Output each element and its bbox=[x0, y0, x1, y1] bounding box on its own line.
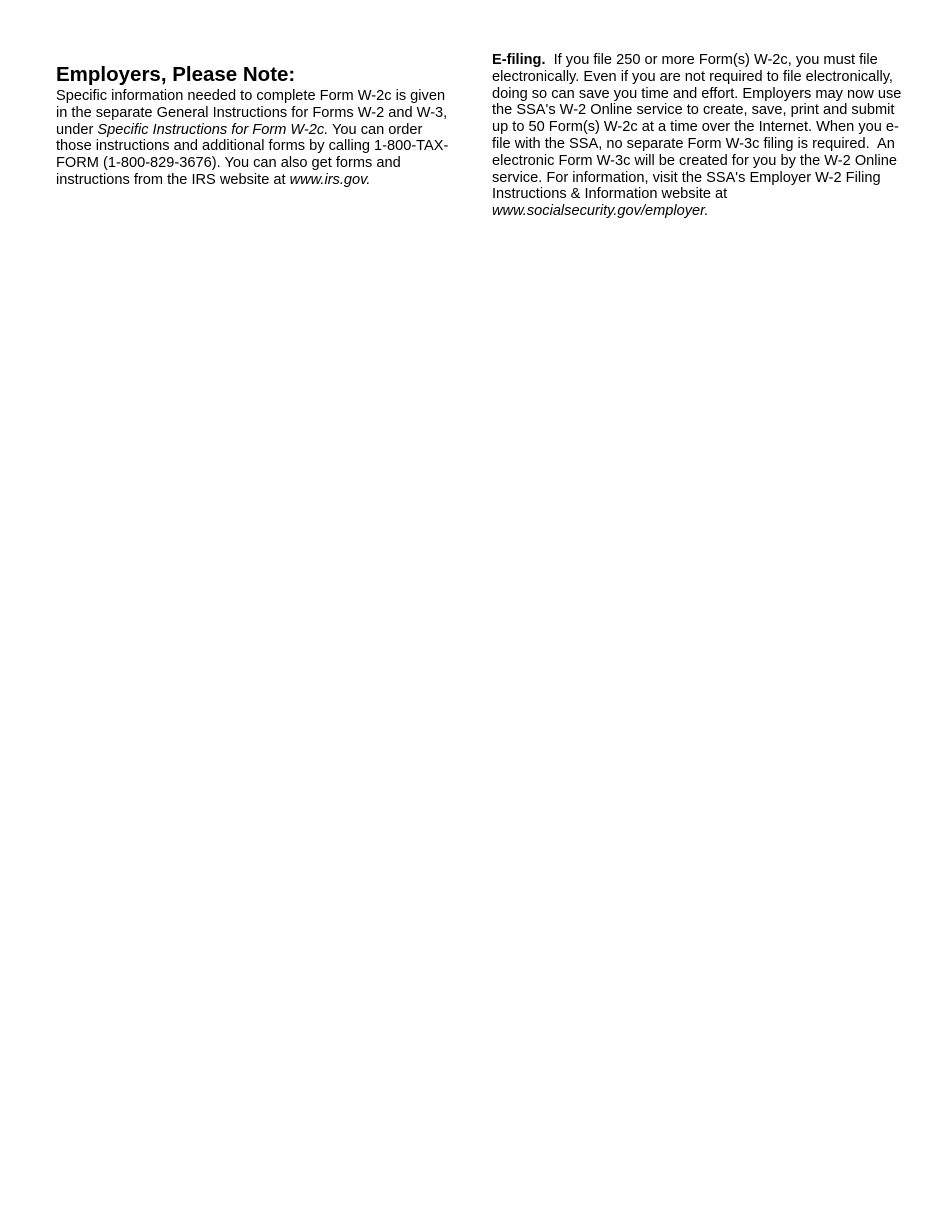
efiling-text: If you file 250 or more Form(s) W-2c, you must file electronically. Even if you are not required to file electronically, doing so can save you time and effort. Employers may now use the SSA's W-2 Online service to create, save, print and submit up to 50 Form(s) W-2c at a time over the Internet. When you e-file with the SSA, no separate Form W-3c filing is required. An electronic Form W-3c will be created for you by the W-2 Online service. For information, visit the SSA's Employer W-2 Filing Instructions & Information website at bbox=[492, 52, 906, 203]
specific-instructions-reference: Specific Instructions for Form W-2c. bbox=[97, 121, 329, 138]
efiling-section bbox=[492, 52, 906, 220]
employers-note-text-1: Specific information needed to complete Form W-2c is given in the separate General Instructions for Forms W-2 and W-3, under bbox=[56, 88, 448, 138]
irs-website-link[interactable]: www.irs.gov. bbox=[289, 171, 371, 188]
employers-note-paragraph bbox=[56, 88, 456, 189]
ssa-employer-website-link[interactable]: www.socialsecurity.gov/employer. bbox=[492, 203, 709, 220]
efiling-paragraph bbox=[492, 52, 906, 220]
employers-note-text-2: You can order those instructions and additional forms by calling 1-800-TAX-FORM (1-800-829-3676). You can also get forms and instructions from the IRS website at bbox=[56, 121, 449, 188]
employers-note-section bbox=[56, 62, 456, 189]
efiling-label: E-filing. bbox=[492, 52, 546, 68]
employers-note-heading: Employers, Please Note: bbox=[56, 63, 296, 86]
